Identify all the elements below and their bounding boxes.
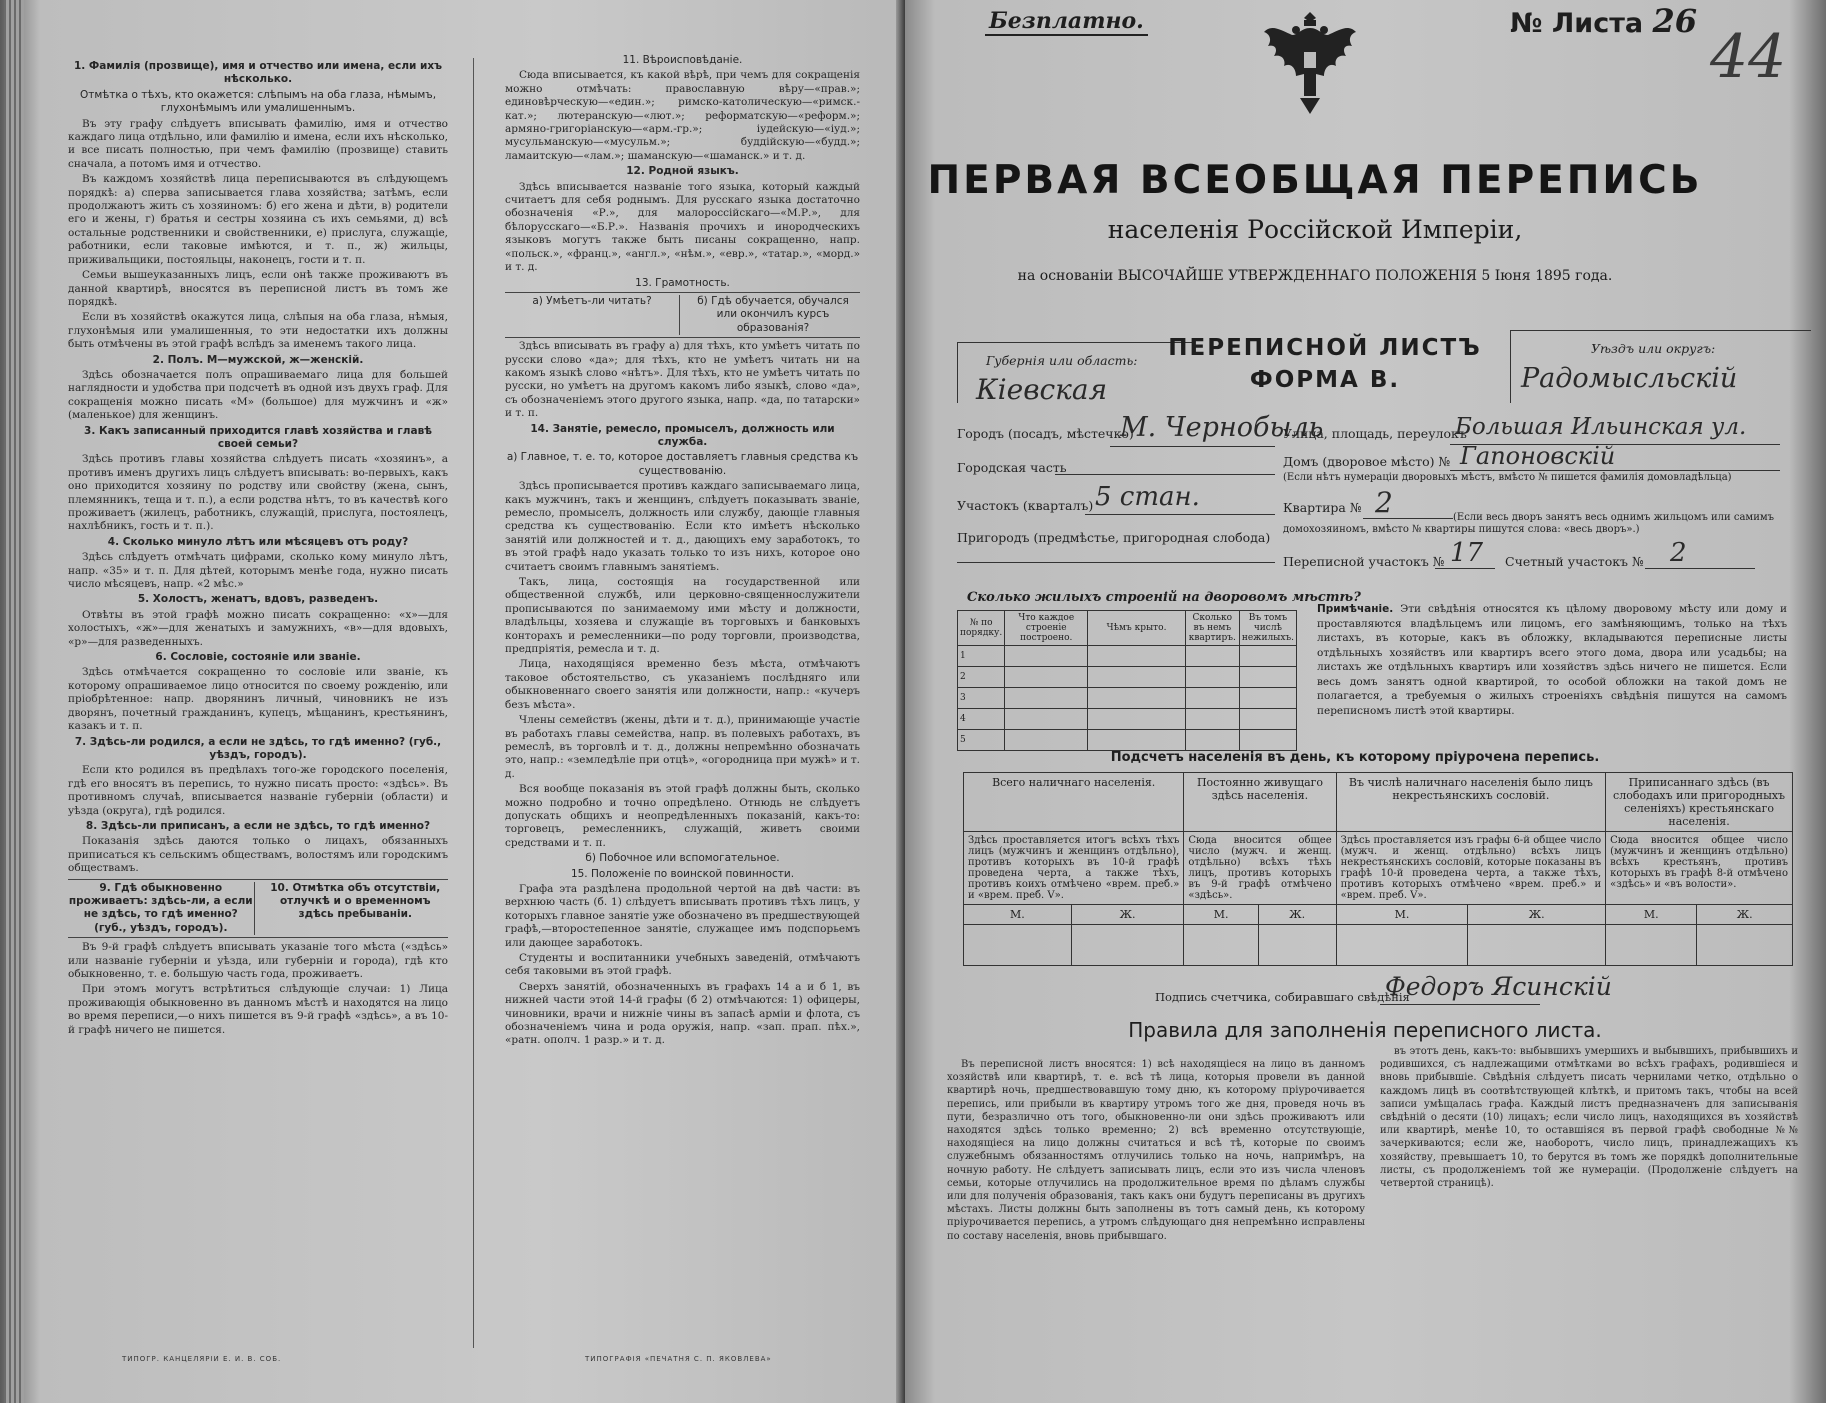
section-15-text: Графа эта раздѣлена продольной чертой на двѣ части: въ верхнюю часть (б. 1) слѣдуетъ вписывать противъ тѣхъ лицъ, у которыхъ главное занятіе уже обозначено въ предшествующей графѣ,—второстепенное занятіе, служащее имъ подспорьемъ или дающее заработокъ.	[505, 882, 860, 949]
section-4-title: 4. Сколько минуло лѣтъ или мѣсяцевъ отъ роду?	[107, 535, 409, 548]
form-title	[1160, 332, 1490, 396]
note-text: Эти свѣдѣнія относятся къ цѣлому дворовому мѣсту или дому и проставляются владѣльцемъ или лицомъ, его замѣняющимъ, только на тѣхъ листахъ, въ которые, какъ въ обложку, вкладываются переписные листы отдѣльныхъ хозяйствъ или квартиръ всего этого дома, двора или усадьбы; на листахъ же отдѣльныхъ квартиръ или хозяйствъ здѣсь ничего не пишется. Если весь домъ занятъ одной квартирой, то особой обложки на такой домъ не полагается, а требуемыя о жилыхъ строеніяхъ свѣдѣнія пишутся на самомъ переписномъ листѣ этой квартиры.	[1317, 603, 1787, 717]
male-label: М.	[1606, 905, 1697, 925]
count-header: Въ числѣ наличнаго населенія было лицъ некрестьянскихъ сословій.	[1336, 773, 1606, 832]
uezd-label: Уѣздъ или округъ:	[1591, 341, 1716, 356]
section-1-text: Семьи вышеуказанныхъ лицъ, если онѣ также проживаютъ въ данной квартирѣ, вносятся въ переписной листъ въ томъ же порядкѣ.	[68, 269, 448, 308]
archive-page-number: 44	[1710, 22, 1787, 92]
section-14-text: Лица, находящіяся временно безъ мѣста, отмѣчаютъ таковое обстоятельство, съ указаніемъ послѣдняго или обыкновеннаго своего занятія или должности, напр.: «кучеръ безъ мѣста».	[505, 658, 860, 711]
section-13-text: Здѣсь вписывать въ графу а) для тѣхъ, кто умѣетъ читать по русски слово «да»; для тѣхъ, кто не умѣетъ читать ни на какомъ языкѣ слово «нѣтъ». Для тѣхъ, кто не умѣетъ читать по русски, но умѣетъ на другомъ какомъ либо языкѣ, слово «да», съ обозначеніемъ этого другого языка, напр. «да, по татарски» и т. п.	[505, 340, 860, 420]
section-10-title: 10. Отмѣтка объ отсутствіи, отлучкѣ и о временномъ здѣсь пребываніи.	[270, 881, 441, 921]
counting-section-label: Счетный участокъ №	[1505, 554, 1644, 569]
population-count-table	[963, 772, 1793, 966]
table-row	[958, 688, 1297, 709]
section-9-text: Въ 9-й графѣ слѣдуетъ вписывать указаніе того мѣста («здѣсь» или названіе губерніи и уѣзда, или губерніи и города), гдѣ кто обыкновенно, т. е. большую часть года, проживаетъ.	[68, 941, 448, 980]
count-header: Приписаннаго здѣсь (въ слободахъ или пригородныхъ селеніяхъ) крестьянскаго населенія.	[1606, 773, 1793, 832]
note-block	[1317, 602, 1787, 718]
section-13-title: 13. Грамотность.	[635, 276, 730, 289]
buildings-header: Сколько въ немъ квартиръ.	[1185, 611, 1239, 646]
apartment-note: (Если весь дворъ занятъ весь однимъ жильцомъ или самимъ домохозяиномъ, вмѣсто № квартиры пишутся слова: «весь дворъ».)	[1283, 512, 1775, 535]
section-13a-title: а) Умѣетъ-ли читать?	[505, 295, 680, 335]
census-section-value: 17	[1450, 538, 1484, 568]
buildings-title: Сколько жилыхъ строеній на дворовомъ мѣстѣ?	[967, 590, 1361, 605]
form-title-line1: ПЕРЕПИСНОЙ ЛИСТЪ	[1168, 335, 1482, 361]
rules-column-2	[1380, 1045, 1798, 1355]
district-value: 5 стан.	[1095, 482, 1200, 512]
house-underline	[1450, 470, 1780, 471]
section-5-title: 5. Холостъ, женатъ, вдовъ, разведенъ.	[137, 593, 379, 606]
table-row	[958, 646, 1297, 667]
count-description-row	[964, 832, 1793, 905]
printer-imprint-right: ТИПОГРАФІЯ «ПЕЧАТНЯ С. П. ЯКОВЛЕВА»	[585, 1355, 772, 1363]
instructions-column-1	[68, 58, 448, 1358]
count-header-row	[964, 773, 1793, 832]
section-13-header	[505, 292, 860, 338]
signature-value: Федоръ Ясинскій	[1385, 972, 1612, 1001]
section-9-text: При этомъ могутъ встрѣтиться слѣдующіе случаи: 1) Лица проживающія обыкновенно въ данномъ мѣстѣ и находятся на лицо во время переписи,—о нихъ пишется въ 9-й графѣ «здѣсь», а въ 10-й графѣ ничего не пишется.	[68, 983, 448, 1036]
sheet-number	[1510, 2, 1697, 40]
section-12-title: 12. Родной языкъ.	[626, 165, 739, 178]
city-value: М. Чернобыль	[1120, 412, 1324, 443]
row-number: 5	[958, 730, 1005, 751]
census-title: ПЕРВАЯ ВСЕОБЩАЯ ПЕРЕПИСЬ	[927, 158, 1703, 203]
column-divider	[473, 58, 474, 1348]
rules-column-1	[947, 1058, 1365, 1358]
form-title-line2: ФОРМА В.	[1249, 367, 1401, 393]
census-basis: на основаніи ВЫСОЧАЙШЕ УТВЕРЖДЕННАГО ПОЛОЖЕНІЯ 5 Іюня 1895 года.	[1017, 268, 1613, 284]
suburb-label: Пригородъ (предмѣстье, пригородная слобода)	[957, 530, 1271, 545]
section-5-text: Отвѣты въ этой графѣ можно писать сокращенно: «х»—для холостыхъ, «ж»—для женатыхъ и замужнихъ, «в»—для вдовыхъ, «р»—для разведенныхъ.	[68, 608, 448, 648]
buildings-header-row	[958, 611, 1297, 646]
section-3-title: 3. Какъ записанный приходится главѣ хозяйства и главѣ своей семьи?	[84, 424, 432, 450]
section-1-title: 1. Фамилія (прозвище), имя и отчество или имена, если ихъ нѣсколько.	[73, 60, 443, 86]
male-label: М.	[1336, 905, 1468, 925]
buildings-header: Чѣмъ крыто.	[1088, 611, 1185, 646]
section-15-text: Сверхъ занятій, обозначенныхъ въ графахъ 14 а и б 1, въ нижней части этой 14-й графы (б 2) отмѣчаются: 1) офицеры, чиновники, врачи и нижніе чины въ запасѣ арміи и флота, съ обозначеніемъ чина и рода оружія, напр. «зап. прап. пѣх.», «ратн. ополч. 1 разр.» и т. д.	[505, 980, 860, 1047]
instructions-column-2	[505, 52, 860, 1352]
count-title: Подсчетъ населенія въ день, къ которому пріурочена перепись.	[1110, 750, 1600, 765]
printer-imprint-left: ТИПОГР. КАНЦЕЛЯРІИ Е. И. В. СОБ.	[122, 1355, 282, 1363]
book-edge	[4, 0, 24, 1403]
section-11-title: 11. Вѣроисповѣданіе.	[622, 54, 743, 66]
signature-label: Подпись счетчика, собиравшаго свѣдѣнія	[1155, 990, 1410, 1004]
census-subtitle: населенія Россійской Имперіи,	[1107, 215, 1523, 244]
section-1-note: Отмѣтка о тѣхъ, кто окажется: слѣпымъ на оба глаза, нѣмымъ, глухонѣмымъ или умалишеннымъ.	[79, 88, 437, 115]
section-1-text: Если въ хозяйствѣ окажутся лица, слѣпыя на оба глаза, нѣмыя, глухонѣмыя или умалишенныя, то эти недостатки ихъ должны быть отмѣчены въ этой графѣ вслѣдъ за именемъ такого лица.	[68, 311, 448, 351]
apartment-value: 2	[1375, 486, 1393, 519]
apartment-label: Квартира №	[1283, 500, 1362, 515]
note-title: Примѣчаніе.	[1317, 603, 1394, 615]
row-number: 3	[958, 688, 1005, 709]
section-9-title: 9. Гдѣ обыкновенно проживаетъ: здѣсь-ли, а если не здѣсь, то гдѣ именно? (губ., уѣздъ, городъ).	[68, 881, 253, 934]
row-number: 2	[958, 667, 1005, 688]
section-1-text: Въ эту графу слѣдуетъ вписывать фамилію, имя и отчество каждаго лица отдѣльно, или фамилію и имена, если ихъ нѣсколько, и все писать полностью, при чемъ фамилію (прозвище) ставить сначала, а потомъ имя и отчество.	[68, 117, 448, 170]
right-page	[905, 0, 1826, 1403]
rules-text: Въ переписной листъ вносятся: 1) всѣ находящіеся на лицо въ данномъ хозяйствѣ или квартирѣ, т. е. всѣ тѣ лица, которыя провели въ данной квартирѣ ночь, предшествовавшую тому дню, къ которому пріурочивается перепись, или прибыли въ квартиру утромъ того же дня, проведя ночь въ пути, безразлично отъ того, обыкновенно-ли они здѣсь проживаютъ или находятся здѣсь только временно; 2) всѣ временно отсутствующіе, находящіеся на лицо должны считаться и всѣ тѣ, которые по своимъ служебнымъ обязанностямъ отлучились только на ночь, напримѣръ, на ночную работу. Не слѣдуетъ записывать лицъ, если это изъ числа членовъ семьи, которые отлучились на продолжительное время по дѣламъ службы или для полученія образованія, такъ какъ они будутъ переписаны въ другихъ мѣстахъ. Листы должны быть заполнены въ тотъ самый день, къ которому пріурочивается перепись, а утромъ слѣдующаго дня непремѣнно исправлены по составу населенія, вновь прибывшаго.	[947, 1059, 1365, 1242]
gubernia-label: Губернія или область:	[986, 353, 1138, 368]
counting-section-value: 2	[1670, 538, 1687, 568]
street-label: Улица, площадь, переулокъ	[1283, 426, 1467, 441]
counting-section-underline	[1645, 568, 1755, 569]
section-14-text: Такъ, лица, состоящія на государственной или общественной службѣ, или церковно-священнослужители прописываются по занимаемому ими мѣсту и должности, владѣльцы, хозяева и служащіе въ торговыхъ и банковыхъ конторахъ и ремесленники—по роду торговли, производства, предпріятія, ремесла и т. д.	[505, 576, 860, 656]
count-header: Всего наличнаго населенія.	[964, 773, 1184, 832]
section-3-text: Здѣсь противъ главы хозяйства слѣдуетъ писать «хозяинъ», а противъ именъ другихъ лицъ слѣдуетъ вписывать: во-первыхъ, какъ оно приходится хозяину по родству или свойству (жена, сынъ, племянникъ, теща и т. п.), а если родства нѣтъ, то въ качествѣ кого проживаетъ (жилецъ, работникъ, служащій, прислуга, постоялецъ, нахлѣбникъ, гость и т. п.).	[68, 453, 448, 533]
census-section-underline	[1435, 568, 1495, 569]
section-15-text: Студенты и воспитанники учебныхъ заведеній, отмѣчаютъ себя таковыми въ этой графѣ.	[505, 952, 860, 978]
section-14-text: Здѣсь прописывается противъ каждаго записываемаго лица, какъ мужчинъ, такъ и женщинъ, слѣдуетъ показывать званіе, ремесло, промыселъ, должность или службу, дающіе главныя средства къ существованію. Если кто имѣетъ нѣсколько занятій или должностей и т. д., дающихъ ему заработокъ, то въ этой графѣ надо указать только то изъ нихъ, которое оно считаетъ своимъ главнымъ занятіемъ.	[505, 480, 860, 573]
table-row	[958, 667, 1297, 688]
gubernia-value: Кіевская	[976, 373, 1108, 406]
section-14-text: Члены семействъ (жены, дѣти и т. д.), принимающіе участіе въ работахъ главы семейства, напр. въ полевыхъ работахъ, въ ремеслѣ, въ торговлѣ и т. д., должны непремѣнно обозначать это, напр.: «земледѣліе при отцѣ», «огородница при мужѣ» и т. д.	[505, 714, 860, 780]
section-2-title: 2. Полъ. М—мужской, ж—женскій.	[152, 353, 364, 366]
table-row	[958, 709, 1297, 730]
section-12-text: Здѣсь вписывается названіе того языка, который каждый считаетъ для себя роднымъ. Для русскаго языка достаточно обозначенія «Р.», для малороссійскаго—«М.Р.», для бѣлорусскаго—«Б.Р.». Названія прочихъ и инородческихъ языковъ могутъ также быть писаны сокращенно, напр. «польск.», «франц.», «англ.», «нѣм.», «евр.», «татар.», «морд.» и т. д.	[505, 180, 860, 274]
city-underline	[1110, 446, 1275, 447]
count-header: Постоянно живущаго здѣсь населенія.	[1184, 773, 1336, 832]
section-8-text: Показанія здѣсь даются только о лицахъ, обязанныхъ приписаться къ сельскимъ обществамъ, волостямъ или городскимъ обществамъ.	[68, 835, 448, 875]
buildings-header: Что каждое строеніе построено.	[1005, 611, 1088, 646]
female-label: Ж.	[1468, 905, 1606, 925]
city-part-label: Городская часть	[957, 460, 1067, 475]
male-label: М.	[1184, 905, 1258, 925]
count-description: Здѣсь проставляется изъ графы 6-й общее число (мужч. и женщ. отдѣльно) всѣхъ лицъ некрестьянскихъ сословій, которые показаны въ графѣ 10-й проведена черта, а также тѣхъ, противъ которыхъ отмѣчено «врем. преб.» и «врем. преб. V».	[1336, 832, 1606, 905]
count-description: Сюда вносится общее число (мужч. и женщ. отдѣльно) всѣхъ тѣхъ лицъ, противъ которыхъ въ 9-й графѣ отмѣчено «здѣсь».	[1184, 832, 1336, 905]
row-number: 4	[958, 709, 1005, 730]
section-6-text: Здѣсь отмѣчается сокращенно то сословіе или званіе, къ которому опрашиваемое лицо относится по своему рожденію, или пріобрѣтенное: напр. дворянинъ личный, чиновникъ не изъ дворянъ, почетный гражданинъ, купецъ, мѣщанинъ, крестьянинъ, казакъ и т. п.	[68, 666, 448, 733]
buildings-table	[957, 610, 1297, 751]
count-sex-row	[964, 905, 1793, 925]
signature-underline	[1380, 1004, 1540, 1005]
section-1-text: Въ каждомъ хозяйствѣ лица переписываются въ слѣдующемъ порядкѣ: а) сперва записывается глава хозяйства; затѣмъ, если продолжаютъ жить съ хозяиномъ: б) его жена и дѣти, в) родители его и жены, г) братья и сестры хозяина съ ихъ семьями, д) всѣ остальные родственники и свойственники, е) прислуга, служащіе, работники, если таковые имѣются, и т. п., ж) жильцы, приживальщики, постояльцы, наконецъ, гости и т. п.	[68, 173, 448, 266]
imperial-eagle-crest	[1260, 4, 1360, 119]
female-label: Ж.	[1258, 905, 1336, 925]
buildings-header: № по порядку.	[958, 611, 1005, 646]
section-14-title: 14. Занятіе, ремесло, промыселъ, должность или служба.	[530, 422, 835, 448]
row-number: 1	[958, 646, 1005, 667]
city-part-underline	[1055, 474, 1275, 475]
buildings-header: Въ томъ числѣ нежилыхъ.	[1239, 611, 1296, 646]
rules-title: Правила для заполненія переписного листа.	[1128, 1018, 1602, 1042]
gubernia-box	[957, 342, 1193, 406]
count-description: Сюда вносится общее число (мужчинъ и женщинъ отдѣльно) всѣхъ крестьянъ, противъ которыхъ въ графѣ 8-й отмѣчено «здѣсь» и «въ волости».	[1606, 832, 1793, 905]
section-14a-title: а) Главное, т. е. то, которое доставляетъ главныя средства къ существованію.	[506, 451, 859, 477]
uezd-box	[1510, 330, 1811, 403]
house-value: Гапоновскій	[1460, 442, 1616, 470]
street-value: Большая Ильинская ул.	[1455, 414, 1747, 440]
table-row	[958, 730, 1297, 751]
sheet-number-label: № Листа	[1510, 8, 1644, 39]
section-13b-title: б) Гдѣ обучается, обучался или окончилъ курсъ образованія?	[697, 294, 849, 334]
section-6-title: 6. Сословіе, состояніе или званіе.	[155, 651, 361, 664]
district-label: Участокъ (кварталъ)	[957, 498, 1094, 513]
section-14b-title: б) Побочное или вспомогательное.	[585, 852, 780, 865]
female-label: Ж.	[1071, 905, 1184, 925]
house-note: (Если нѣтъ нумераціи дворовыхъ мѣстъ, вмѣсто № пишется фамилія домовладѣльца)	[1283, 472, 1732, 483]
section-11-text: Сюда вписывается, къ какой вѣрѣ, при чемъ для сокращенія можно отмѣчать: православную вѣру—«прав.»; единовѣрческую—«един.»; римско-католическую—«римск.-кат.»; лютеранскую—«лют.»; реформатскую—«реформ.»; армяно-григоріанскую—«арм.-гр.»; іудейскую—«іуд.»; мусульманскую—«мусульм.»; буддійскую—«будд.»; ламаитскую—«лам.»; шаманскую—«шаманск.» и т. д.	[505, 69, 860, 162]
district-underline	[1085, 514, 1275, 515]
census-section-label: Переписной участокъ №	[1283, 554, 1445, 569]
suburb-underline	[957, 562, 1275, 563]
sheet-number-value: 26	[1652, 2, 1698, 40]
count-description: Здѣсь проставляется итогъ всѣхъ тѣхъ лицъ (мужчинъ и женщинъ отдѣльно), противъ которыхъ въ 10-й графѣ проведена черта, а также тѣхъ, противъ коихъ отмѣчено «врем. преб.» и «врем. преб. V».	[964, 832, 1184, 905]
uezd-value: Радомысльскій	[1521, 363, 1738, 394]
left-page	[0, 0, 905, 1403]
count-values-row	[964, 925, 1793, 966]
city-label: Городъ (посадъ, мѣстечко)	[957, 426, 1134, 441]
section-2-text: Здѣсь обозначается полъ опрашиваемаго лица для большей наглядности и удобства при подсчетѣ въ одной изъ двухъ граф. Для сокращенія можно писать «М» (большое) для мужчинъ и «ж» (маленькое) для женщинъ.	[68, 368, 448, 422]
section-9-10-header	[68, 879, 448, 939]
section-7-text: Если кто родился въ предѣлахъ того-же городского поселенія, гдѣ его вносятъ въ перепись, то нужно писать просто: «здѣсь». Въ противномъ случаѣ, вписывается названіе губерніи (области) и уѣзда (округа), гдѣ родился.	[68, 764, 448, 817]
house-label: Домъ (дворовое мѣсто) №	[1283, 454, 1451, 469]
section-7-title: 7. Здѣсь-ли родился, а если не здѣсь, то гдѣ именно? (губ., уѣздъ, городъ).	[74, 735, 442, 761]
free-label: Безплатно.	[985, 8, 1148, 36]
section-4-text: Здѣсь слѣдуетъ отмѣчать цифрами, сколько кому минуло лѣтъ, напр. «35» и т. п. Для дѣтей, которымъ менѣе года, нужно писать число мѣсяцевъ, напр. «2 мѣс.»	[68, 551, 448, 591]
male-label: М.	[964, 905, 1072, 925]
section-14-text: Вся вообще показанія въ этой графѣ должны быть, сколько можно подробно и точно опредѣлено. Отнюдь не слѣдуетъ допускать общихъ и неопредѣленныхъ показаній, какъ-то: торговецъ, ремесленникъ, служащій, живетъ своими средствами и т. п.	[505, 783, 860, 849]
section-15-title: 15. Положеніе по воинской повинности.	[570, 867, 795, 880]
rules-text: въ этотъ день, какъ-то: выбывшихъ умершихъ и выбывшихъ, прибывшихъ и родившихся, съ надлежащими отмѣтками во всѣхъ графахъ, родившіеся и вновь прибывшіе. Свѣдѣнія слѣдуетъ писать чернилами четко, отдѣльно о каждомъ лицѣ въ соотвѣтствующей клѣткѣ, и притомъ такъ, чтобы на всей записи умѣщалась графа. Каждый листъ предназначенъ для записыванія свѣдѣній о десяти (10) лицахъ; если число лицъ, находящихся въ хозяйствѣ или квартирѣ, менѣе 10, то оставшіяся въ первой графѣ свободные №№ зачеркиваются; если же, наоборотъ, число лицъ, принадлежащихъ къ хозяйству, превышаетъ 10, то берутся въ томъ же порядкѣ дополнительные листы, съ продолженіемъ той же нумераціи. (Продолженіе слѣдуетъ на четвертой страницѣ).	[1380, 1046, 1798, 1190]
female-label: Ж.	[1697, 905, 1793, 925]
section-8-title: 8. Здѣсь-ли приписанъ, а если не здѣсь, то гдѣ именно?	[85, 819, 431, 832]
